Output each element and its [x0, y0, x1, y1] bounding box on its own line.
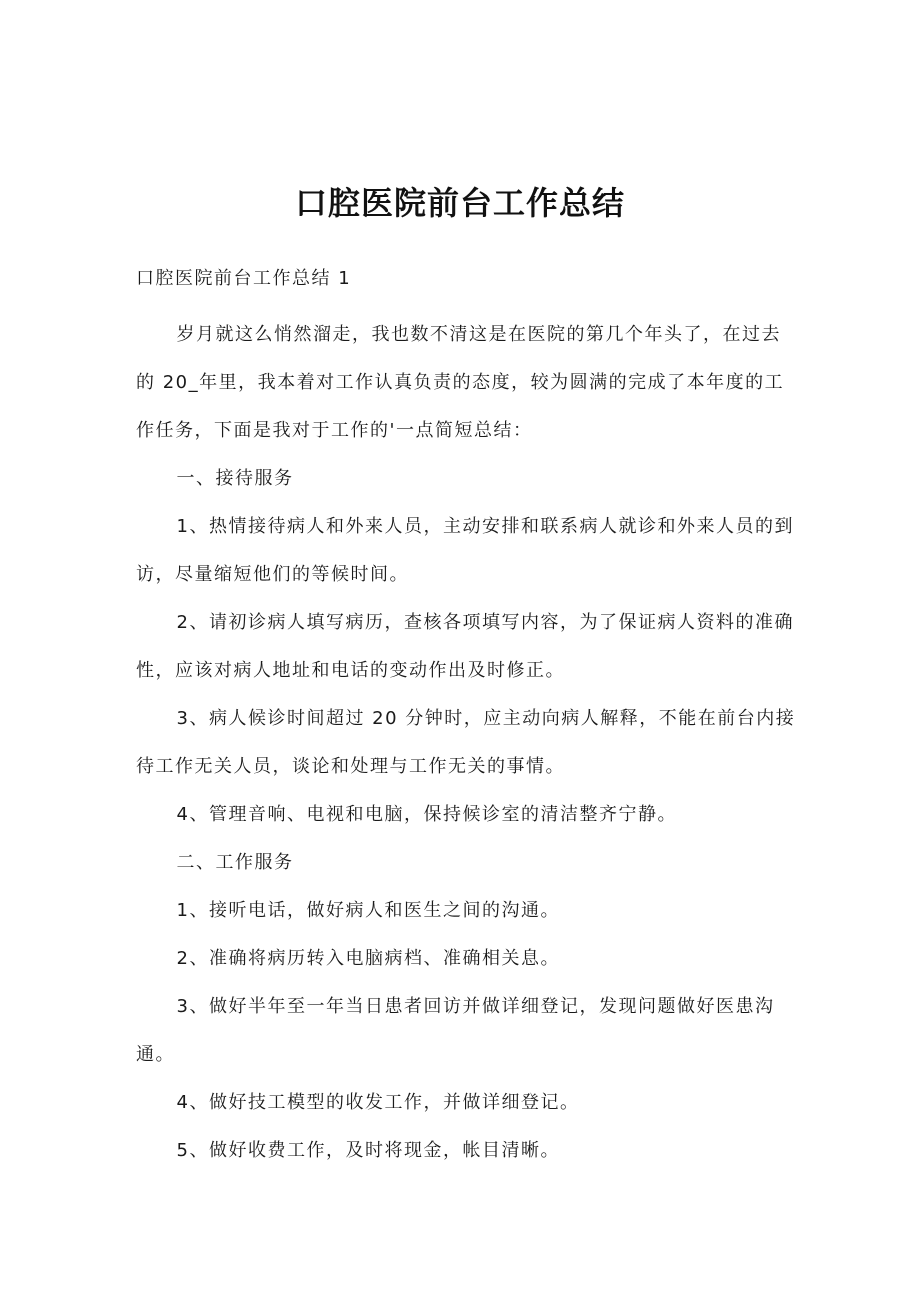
- list-item: 4、做好技工模型的收发工作，并做详细登记。: [176, 1092, 580, 1113]
- list-item: 1、热情接待病人和外来人员，主动安排和联系病人就诊和外来人员的到访，尽量缩短他们的等候时间。: [136, 516, 794, 585]
- section-heading-work: 二、工作服务: [176, 852, 294, 873]
- list-item: 3、做好半年至一年当日患者回访并做详细登记，发现问题做好医患沟通。: [136, 996, 775, 1065]
- list-item: 2、准确将病历转入电脑病档、准确相关息。: [176, 948, 560, 969]
- section-heading-reception: 一、接待服务: [176, 468, 294, 489]
- list-item: 3、病人候诊时间超过 20 分钟时，应主动向病人解释，不能在前台内接待工作无关人员，谈论和处理与工作无关的事情。: [136, 708, 796, 777]
- section-subtitle: 口腔医院前台工作总结 1: [136, 268, 352, 289]
- list-item: 2、请初诊病人填写病历，查核各项填写内容，为了保证病人资料的准确性，应该对病人地址和电话的变动作出及时修正。: [136, 612, 794, 681]
- document-body: [136, 255, 796, 1175]
- list-item: 4、管理音响、电视和电脑，保持候诊室的清洁整齐宁静。: [176, 804, 677, 825]
- list-item: 5、做好收费工作，及时将现金，帐目清晰。: [176, 1140, 560, 1161]
- intro-paragraph: 岁月就这么悄然溜走，我也数不清这是在医院的第几个年头了，在过去的 20_年里，我本着对工作认真负责的态度，较为圆满的完成了本年度的工作任务，下面是我对于工作的'一点简短总结：: [136, 324, 785, 441]
- document-title: 口腔医院前台工作总结: [294, 184, 625, 223]
- list-item: 1、接听电话，做好病人和医生之间的沟通。: [176, 900, 560, 921]
